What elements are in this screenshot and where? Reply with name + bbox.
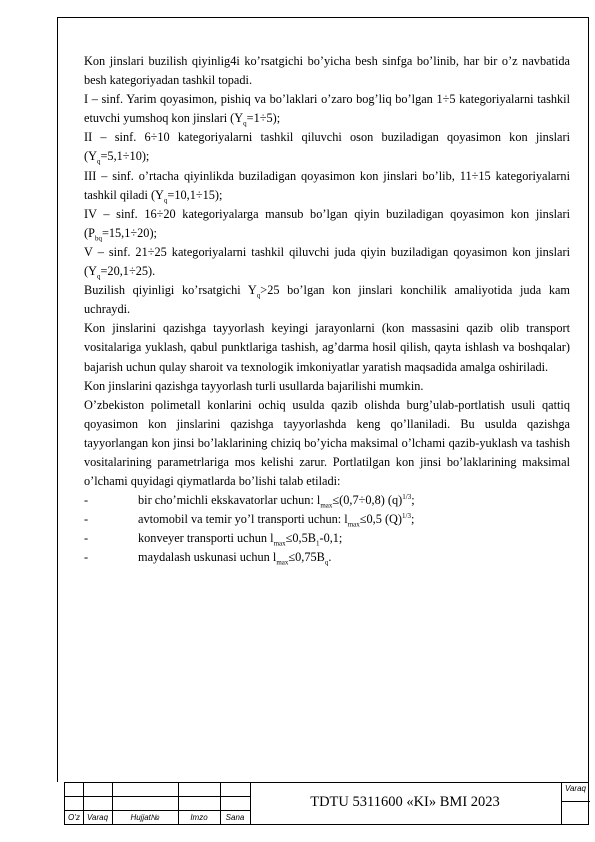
list-item: - konveyer transporti uchun $l_{max}\le 0,5B_1-0,1$; (84, 531, 343, 548)
paragraph-class-4: IV – sinf. 16÷20 kategoriyalarga mansub bo’lgan qiyin buziladigan qoyasimon kon jinslari $(P_{bq}=15,1\div 20)$; (84, 206, 570, 243)
paragraph-preparation: Kon jinslarini qazishga tayyorlash keyingi jarayonlarni (kon massasini qazib olib transport vositalariga yuklash, qabul punktlariga tashish, ag’darma hosil qilish, qayta ishlash va boshqalar) bajarish uchun qulay sharoit va texnologik imkoniyatlar yaratish maqsadida amalga oshiriladi. (84, 321, 570, 374)
paragraph-class-3: III – sinf. o’rtacha qiyinlikda buziladigan qoyasimon kon jinslari bo’lib, 11÷15 kategoriyalarni tashkil qiladi $(Y_q=10,1\div 15)$; (84, 168, 570, 205)
sheet-label: Varaq (564, 784, 586, 793)
col-sana-label: Sana (225, 813, 245, 822)
paragraph-rare-rocks: Buzilish qiyinligi ko’rsatgichi $Y_q>25$ bo’lgan kon jinslari konchilik amaliyotida juda kam uchraydi. (84, 283, 570, 317)
list-item: - bir cho’michli ekskavatorlar uchun: $l_{max}\le(0,7\div 0,8)$ $(q)^{1/3}$; (84, 493, 415, 510)
paragraph-class-1: I – sinf. Yarim qoyasimon, pishiq va bo’laklari o’zaro bog’liq bo’lgan 1÷5 kategoriyalarni tashkil etuvchi yumshoq kon jinslari $(Y_q=1\div 5)$; (84, 92, 570, 128)
title-block (64, 782, 589, 825)
paragraph-class-2: II – sinf. 6÷10 kategoriyalarni tashkil qiluvchi oson buziladigan qoyasimon kon jinslari $(Y_q=5,1\div 10)$; (84, 130, 570, 166)
col-imzo-label: Imzo (190, 813, 208, 822)
col-oz-label: O’z (68, 813, 80, 822)
list-item: - avtomobil va temir yo’l transporti uchun: $l_{max}\le 0,5$ $(Q)^{1/3}$; (84, 512, 415, 529)
paragraph-class-5: V – sinf. 21÷25 kategoriyalarni tashkil qiluvchi juda qiyin buziladigan qoyasimon kon jinslari $(Y_q=20,1\div 25)$. (84, 244, 570, 281)
col-hujjat-label: Hujjat№ (130, 813, 160, 822)
paragraph-intro: Kon jinslari buzilish qiyinlig4i ko’rsatgichi bo’yicha besh sinfga bo’linib, har bir o’z navbatida besh kategoriyadan tashkil topadi. (84, 54, 570, 88)
col-varaq-label: Varaq (86, 813, 109, 822)
paragraph-blasting: O’zbekiston polimetall konlarini ochiq usulda qazib olishda burg’ulab-portlatish usuli qattiq qoyasimon kon jinslarini qazishga tayyorlashda keng qo’llaniladi. Bu usulda qazishga tayyorlangan kon jinsi bo’laklarining chiziq bo’yicha maksimal o’lchami qazib-yuklash va tashish vositalarining parametrlariga mos kelishi zarur. Portlatilgan kon jinsi bo’laklarining maksimal o’lchami quyidagi qiymatlarda bo’lishi talab etiladi: (84, 397, 570, 489)
document-code: TDTU 5311600 «KI» BMI 2023 (310, 794, 500, 810)
paragraph-methods: Kon jinslarini qazishga tayyorlash turli usullarda bajarilishi mumkin. (84, 378, 424, 393)
document-body (84, 52, 570, 568)
list-item: - maydalash uskunasi uchun $l_{max}\le 0,75B_q$. (84, 550, 332, 567)
